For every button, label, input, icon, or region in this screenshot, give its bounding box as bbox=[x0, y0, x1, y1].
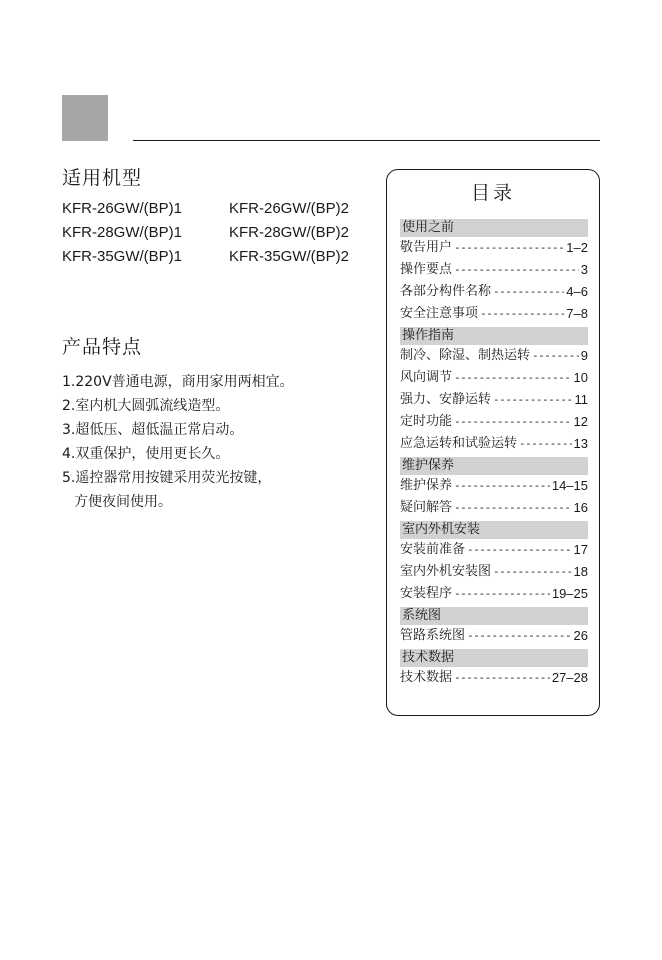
models-title: 适用机型 bbox=[62, 167, 143, 189]
feature-item: 5.遥控器常用按键采用荧光按键， bbox=[62, 470, 272, 486]
toc-entry-label: 维护保养 bbox=[400, 478, 453, 493]
toc-entry-page: 26 bbox=[573, 628, 588, 643]
toc-leader bbox=[519, 433, 572, 455]
toc-entry-page: 7–8 bbox=[566, 306, 588, 321]
toc-entry-page: 18 bbox=[573, 564, 588, 579]
toc-entry[interactable] bbox=[400, 497, 588, 519]
toc-entry-label: 操作要点 bbox=[400, 262, 453, 277]
toc-entry-label: 定时功能 bbox=[400, 414, 453, 429]
toc-entry[interactable] bbox=[400, 625, 588, 647]
toc-leader bbox=[480, 303, 564, 325]
toc-leader bbox=[454, 667, 550, 689]
toc-section-heading: 维护保养 bbox=[400, 457, 588, 475]
toc-entry[interactable] bbox=[400, 367, 588, 389]
toc-entry-page: 17 bbox=[573, 542, 588, 557]
toc-leader bbox=[532, 345, 579, 367]
toc-entry[interactable] bbox=[400, 345, 588, 367]
feature-item: 4.双重保护，使用更长久。 bbox=[62, 446, 230, 462]
model-item: KFR-35GW/(BP)2 bbox=[229, 248, 350, 265]
toc-entry-label: 技术数据 bbox=[400, 670, 453, 685]
toc-entry[interactable] bbox=[400, 237, 588, 259]
header-rule bbox=[133, 140, 600, 141]
feature-item: 2.室内机大圆弧流线造型。 bbox=[62, 398, 230, 414]
feature-item: 方便夜间使用。 bbox=[74, 494, 172, 510]
toc-leader bbox=[454, 411, 572, 433]
toc-entry-page: 1–2 bbox=[566, 240, 588, 255]
toc-entry-label: 管路系统图 bbox=[400, 628, 466, 643]
toc-entry-label: 安全注意事项 bbox=[400, 306, 479, 321]
toc-body bbox=[400, 217, 588, 689]
toc-entry[interactable] bbox=[400, 303, 588, 325]
toc-entry-page: 14–15 bbox=[551, 478, 588, 493]
toc-leader bbox=[454, 475, 550, 497]
toc-entry-label: 各部分构件名称 bbox=[400, 284, 492, 299]
table-of-contents bbox=[386, 169, 600, 716]
toc-entry[interactable] bbox=[400, 667, 588, 689]
toc-entry-page: 10 bbox=[573, 370, 588, 385]
model-item: KFR-35GW/(BP)1 bbox=[62, 248, 183, 265]
toc-entry-page: 11 bbox=[574, 392, 588, 407]
toc-entry-page: 9 bbox=[580, 348, 588, 363]
toc-leader bbox=[493, 281, 564, 303]
toc-entry[interactable] bbox=[400, 583, 588, 605]
feature-item: 1.220V普通电源，商用家用两相宜。 bbox=[62, 374, 294, 390]
section-marker-square bbox=[62, 95, 108, 141]
features-list bbox=[62, 370, 294, 514]
toc-entry-page: 12 bbox=[573, 414, 588, 429]
toc-entry-page: 3 bbox=[580, 262, 588, 277]
toc-entry-page: 19–25 bbox=[551, 586, 588, 601]
model-item: KFR-28GW/(BP)2 bbox=[229, 224, 350, 241]
toc-entry-label: 室内外机安装图 bbox=[400, 564, 492, 579]
toc-entry-page: 4–6 bbox=[566, 284, 588, 299]
features-title: 产品特点 bbox=[62, 336, 143, 358]
toc-entry-label: 制冷、除湿、制热运转 bbox=[400, 348, 531, 363]
toc-leader bbox=[493, 561, 572, 583]
toc-leader bbox=[467, 625, 572, 647]
toc-section-heading: 使用之前 bbox=[400, 219, 588, 237]
toc-entry-label: 敬告用户 bbox=[400, 240, 453, 255]
toc-leader bbox=[454, 237, 564, 259]
toc-entry[interactable] bbox=[400, 389, 588, 411]
toc-entry[interactable] bbox=[400, 433, 588, 455]
toc-entry-page: 13 bbox=[573, 436, 588, 451]
toc-section-heading: 系统图 bbox=[400, 607, 588, 625]
toc-entry-page: 16 bbox=[573, 500, 588, 515]
model-item: KFR-26GW/(BP)1 bbox=[62, 200, 183, 217]
toc-section-heading: 技术数据 bbox=[400, 649, 588, 667]
toc-entry[interactable] bbox=[400, 259, 588, 281]
toc-entry-label: 疑问解答 bbox=[400, 500, 453, 515]
model-item: KFR-26GW/(BP)2 bbox=[229, 200, 350, 217]
model-item: KFR-28GW/(BP)1 bbox=[62, 224, 183, 241]
toc-leader bbox=[454, 583, 550, 605]
toc-section-heading: 操作指南 bbox=[400, 327, 588, 345]
toc-entry[interactable] bbox=[400, 561, 588, 583]
toc-entry-page: 27–28 bbox=[551, 670, 588, 685]
toc-entry-label: 风向调节 bbox=[400, 370, 453, 385]
toc-entry-label: 应急运转和试验运转 bbox=[400, 436, 518, 451]
toc-leader bbox=[454, 367, 572, 389]
toc-entry[interactable] bbox=[400, 411, 588, 433]
models-list bbox=[62, 199, 389, 266]
toc-entry[interactable] bbox=[400, 539, 588, 561]
feature-item: 3.超低压、超低温正常启动。 bbox=[62, 422, 244, 438]
toc-title: 目录 bbox=[470, 182, 515, 204]
toc-leader bbox=[493, 389, 572, 411]
toc-entry-label: 安装程序 bbox=[400, 586, 453, 601]
toc-leader bbox=[467, 539, 572, 561]
toc-entry[interactable] bbox=[400, 281, 588, 303]
toc-entry-label: 安装前准备 bbox=[400, 542, 466, 557]
toc-section-heading: 室内外机安装 bbox=[400, 521, 588, 539]
toc-leader bbox=[454, 259, 579, 281]
toc-leader bbox=[454, 497, 572, 519]
toc-entry[interactable] bbox=[400, 475, 588, 497]
toc-entry-label: 强力、安静运转 bbox=[400, 392, 492, 407]
